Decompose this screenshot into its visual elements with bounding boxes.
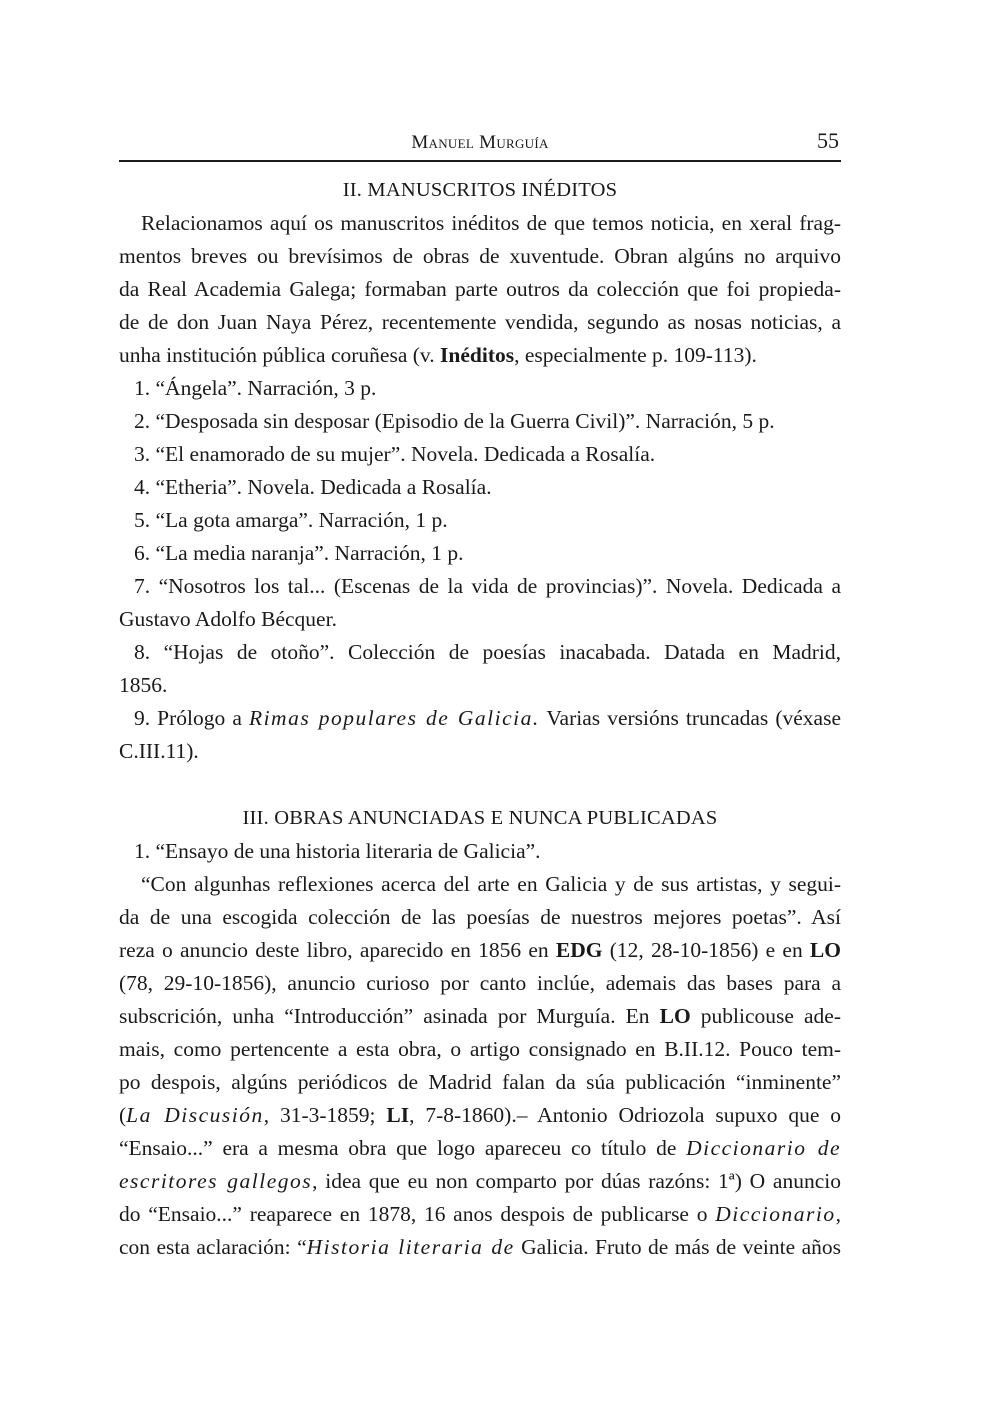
text-line: 7. “Nosotros los tal... (Escenas de la vida de provincias)”. Novela. Dedicada a xyxy=(134,574,841,598)
text-line xyxy=(119,1198,841,1231)
manuscript-list-item xyxy=(119,702,841,768)
text-line: 2. “Desposada sin desposar (Episodio de la Guerra Civil)”. Narración, 5 p. xyxy=(134,409,775,433)
text-run: , idea que eu non comparto por dúas razóns: 1ª) O anuncio xyxy=(312,1169,841,1193)
text-line: mentos breves ou brevísimos de obras de xuventude. Obran algúns no arquivo xyxy=(119,244,841,268)
manuscript-list-item xyxy=(119,537,841,570)
text-run: publicouse ade- xyxy=(690,1004,841,1028)
book-page xyxy=(119,128,841,1264)
section-heading-obras-anunciadas: III. OBRAS ANUNCIADAS E NUNCA PUBLICADAS xyxy=(242,807,718,829)
text-line: 6. “La media naranja”. Narración, 1 p. xyxy=(134,541,464,565)
title-la-discusion: La Discusión xyxy=(126,1103,264,1127)
manuscript-list-item xyxy=(119,405,841,438)
text-run: “Ensaio...” era a mesma obra que logo apareceu co título de xyxy=(119,1136,687,1160)
reference-li: LI xyxy=(386,1103,410,1127)
announced-work-item xyxy=(119,835,841,868)
reference-lo: LO xyxy=(809,938,841,962)
text-line: mais, como pertencente a esta obra, o artigo consignado en B.II.12. Pouco tem- xyxy=(119,1037,841,1061)
text-line: C.III.11). xyxy=(119,739,199,763)
reference-ineditos: Inéditos xyxy=(440,343,515,367)
text-run: do “Ensaio...” reaparece en 1878, 16 anos despois de publicarse o xyxy=(119,1202,716,1226)
running-head-author: Manuel Murguía xyxy=(411,132,549,153)
text-line xyxy=(119,702,841,735)
manuscript-list-item xyxy=(119,372,841,405)
text-run: Varias versións truncadas (véxase xyxy=(539,706,841,730)
text-run: , especialmente p. 109-113). xyxy=(514,343,757,367)
text-run: (12, 28-10-1856) e en xyxy=(602,938,810,962)
text-line: Relacionamos aquí os manuscritos inéditos de que temos noticia, en xeral frag- xyxy=(141,211,841,235)
text-line xyxy=(119,1165,841,1198)
text-line: 4. “Etheria”. Novela. Dedicada a Rosalía. xyxy=(134,475,492,499)
text-run: , xyxy=(835,1202,841,1226)
text-line: (78, 29-10-1856), anuncio curioso por canto inclúe, ademais das bases para a xyxy=(119,971,841,995)
title-diccionario: Diccionario xyxy=(715,1202,836,1226)
text-line xyxy=(119,339,841,372)
intro-paragraph xyxy=(119,207,841,372)
manuscript-list-item xyxy=(119,438,841,471)
text-run: con esta aclaración: “ xyxy=(119,1235,307,1259)
section-heading-manuscritos: II. MANUSCRITOS INÉDITOS xyxy=(342,179,618,201)
reference-lo: LO xyxy=(659,1004,691,1028)
ensayo-paragraph xyxy=(119,868,841,1264)
text-line: po despois, algúns periódicos de Madrid falan da súa publicación “inminente” xyxy=(119,1070,841,1094)
manuscript-list-item xyxy=(119,570,841,636)
text-line: de de don Juan Naya Pérez, recentemente vendida, segundo as nosas noticias, a xyxy=(119,310,841,334)
running-head xyxy=(119,128,841,162)
text-line xyxy=(119,1000,841,1033)
text-line: da Real Academia Galega; formaban parte outros da colección que foi propieda- xyxy=(119,277,841,301)
manuscript-list-item xyxy=(119,504,841,537)
text-line: 8. “Hojas de otoño”. Colección de poesías inacabada. Datada en Madrid, xyxy=(134,640,841,664)
page-number: 55 xyxy=(817,128,839,153)
text-line: da de una escogida colección de las poesías de nuestros mejores poetas”. Así xyxy=(119,905,841,929)
text-run: Galicia. Fruto de más de veinte años xyxy=(514,1235,841,1259)
text-line xyxy=(119,1231,841,1264)
text-line xyxy=(119,934,841,967)
title-diccionario: Diccionario de xyxy=(686,1136,841,1160)
text-run: unha institución pública coruñesa (v. xyxy=(119,343,441,367)
manuscript-list-item xyxy=(119,636,841,702)
text-run: , 7-8-1860).– Antonio Odriozola supuxo que o xyxy=(409,1103,841,1127)
title-rimas-populares: Rimas populares de Galicia. xyxy=(248,706,540,730)
text-run: ( xyxy=(119,1103,127,1127)
text-line xyxy=(119,1132,841,1165)
text-run: reza o anuncio deste libro, aparecido en 1856 en xyxy=(119,938,556,962)
text-run: , 31-3-1859; xyxy=(263,1103,387,1127)
text-line: 5. “La gota amarga”. Narración, 1 p. xyxy=(134,508,448,532)
reference-edg: EDG xyxy=(555,938,603,962)
text-line: 1856. xyxy=(119,673,168,697)
title-escritores-gallegos: escritores gallegos xyxy=(119,1169,313,1193)
text-line: 3. “El enamorado de su mujer”. Novela. Dedicada a Rosalía. xyxy=(134,442,656,466)
manuscript-list-item xyxy=(119,471,841,504)
text-line xyxy=(119,1099,841,1132)
text-line: 1. “Ensayo de una historia literaria de Galicia”. xyxy=(134,839,541,863)
text-run: 9. Prólogo a xyxy=(134,706,249,730)
text-line: Gustavo Adolfo Bécquer. xyxy=(119,607,337,631)
title-historia-literaria: Historia literaria de xyxy=(306,1235,515,1259)
text-line: “Con algunhas reflexiones acerca del arte en Galicia y de sus artistas, y segui- xyxy=(141,872,841,896)
text-line: 1. “Ángela”. Narración, 3 p. xyxy=(134,376,377,400)
text-run: subscrición, unha “Introducción” asinada por Murguía. En xyxy=(119,1004,660,1028)
